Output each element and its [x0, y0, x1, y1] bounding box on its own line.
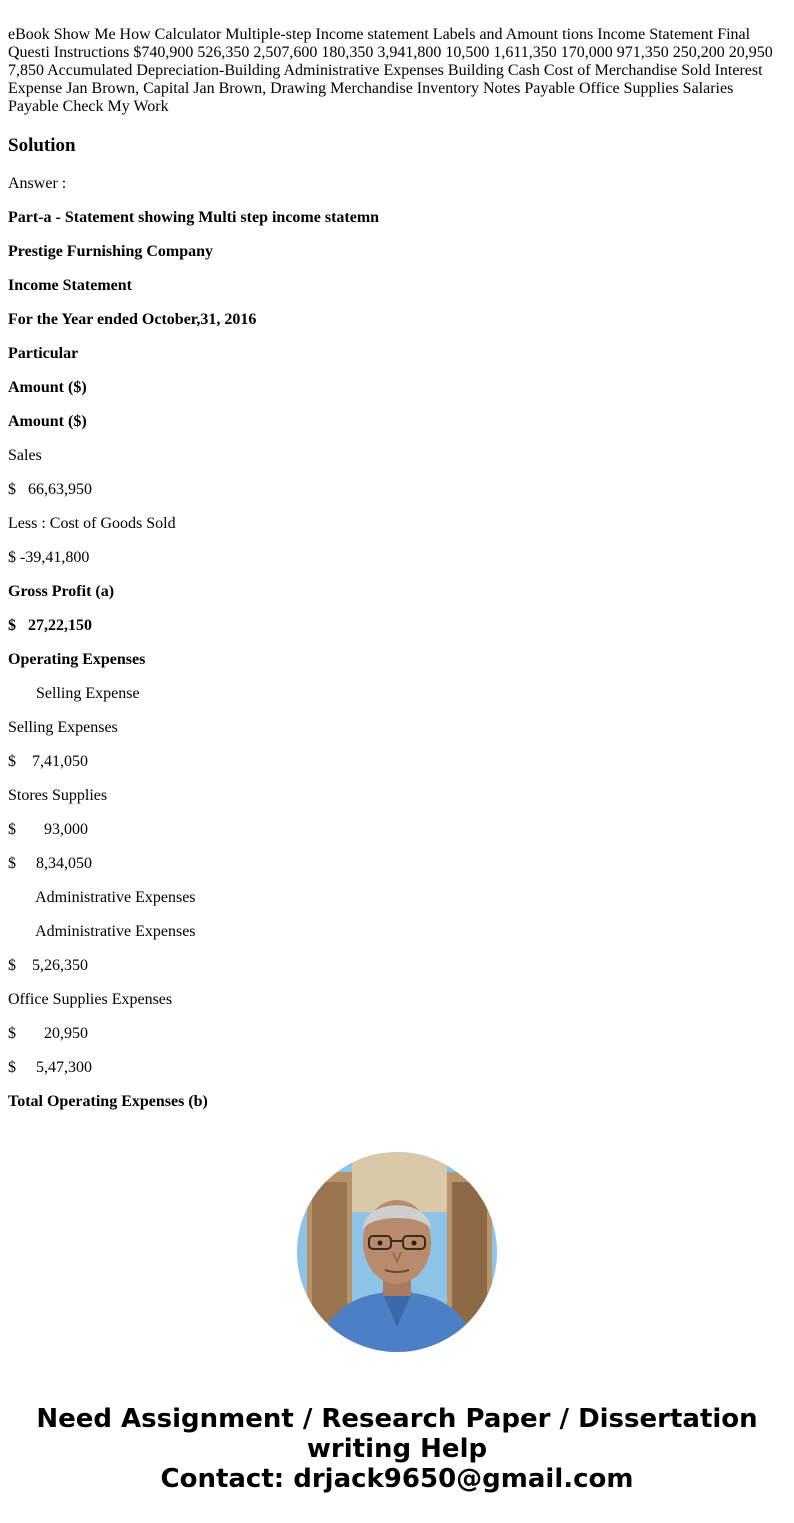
statement-line: $ 5,26,350 [8, 957, 88, 974]
promo-contact: Contact: drjack9650@gmail.com [160, 1464, 634, 1494]
statement-line: Prestige Furnishing Company [8, 243, 214, 260]
statement-line: For the Year ended October,31, 2016 [8, 311, 257, 328]
statement-line: Income Statement [8, 277, 132, 294]
statement-line: $ 93,000 [8, 821, 88, 838]
statement-line: Selling Expenses [8, 719, 118, 736]
statement-line: $ 20,950 [8, 1025, 88, 1042]
statement-line: Less : Cost of Goods Sold [8, 515, 176, 532]
statement-line: Office Supplies Expenses [8, 991, 173, 1008]
statement-line: Particular [8, 345, 79, 362]
statement-line: $ 8,34,050 [8, 855, 92, 872]
author-avatar [297, 1152, 497, 1352]
statement-line: Part-a - Statement showing Multi step income statemn [8, 209, 380, 226]
statement-line: Administrative Expenses [8, 923, 196, 940]
solution-heading: Solution [8, 135, 76, 156]
statement-line: Sales [8, 447, 42, 464]
statement-line: Answer : [8, 175, 67, 192]
statement-line: $ 7,41,050 [8, 753, 88, 770]
statement-line: Selling Expense [8, 685, 140, 702]
statement-line: $ 66,63,950 [8, 481, 92, 498]
statement-line: Amount ($) [8, 379, 87, 396]
statement-line: Total Operating Expenses (b) [8, 1093, 208, 1110]
statement-line: Operating Expenses [8, 651, 146, 668]
statement-line: $ 5,47,300 [8, 1059, 92, 1076]
statement-line: Stores Supplies [8, 787, 108, 804]
author-photo [297, 1152, 497, 1352]
promo-banner [0, 1404, 794, 1494]
question-text: eBook Show Me How Calculator Multiple-step Income statement Labels and Amount tions Income Statement Final Questi Instructions $740,900 526,350 2,507,600 180,350 3,941,800 10,500 1,611,350 170,000 971,350 250,200 20,950 7,850 Accumulated Depreciation-Building Administrative Expenses Building Cash Cost of Merchandise Sold Interest Expense Jan Brown, Capital Jan Brown, Drawing Merchandise Inventory Notes Payable Office Supplies Salaries Payable Check My Work [8, 26, 773, 115]
promo-line-1: Need Assignment / Research Paper / Dissertation [36, 1404, 758, 1434]
statement-line: $ -39,41,800 [8, 549, 90, 566]
statement-line: Amount ($) [8, 413, 87, 430]
promo-line-2: writing Help [306, 1434, 488, 1464]
document-page [8, 0, 786, 1110]
statement-line: $ 27,22,150 [8, 617, 92, 634]
statement-line: Gross Profit (a) [8, 583, 115, 600]
statement-line: Administrative Expenses [8, 889, 196, 906]
